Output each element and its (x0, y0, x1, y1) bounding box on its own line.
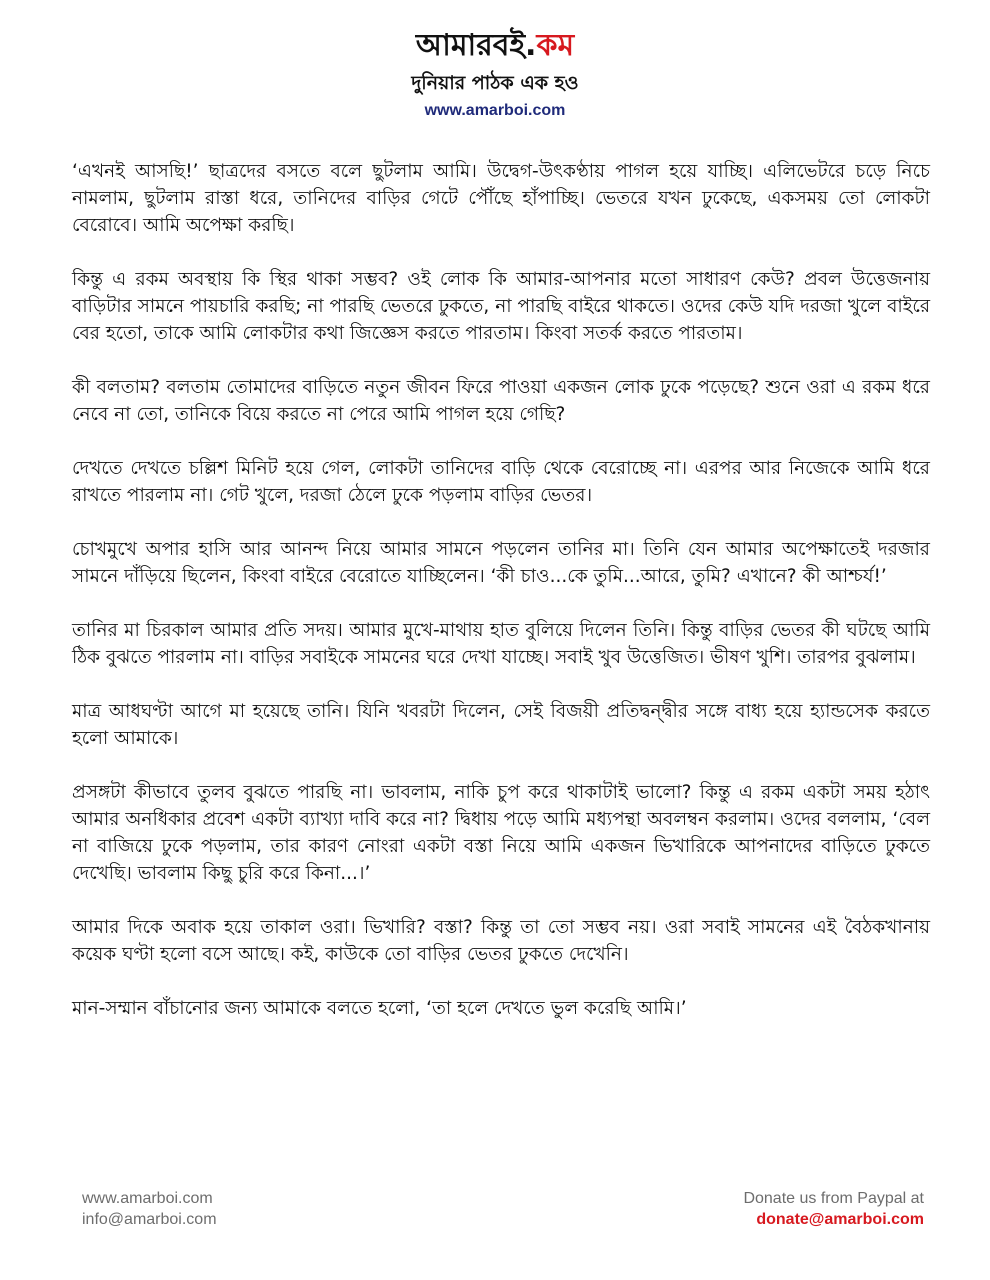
paragraph-9: আমার দিকে অবাক হয়ে তাকাল ওরা। ভিখারি? বস্তা? কিন্তু তা তো সম্ভব নয়। ওরা সবাই সামনের এই বৈঠকখানায় কয়েক ঘণ্টা হলো বসে আছে। কই, কাউকে তো বাড়ির ভেতর ঢুকতে দেখেনি। (72, 917, 930, 965)
paragraph-7: মাত্র আধঘণ্টা আগে মা হয়েছে তানি। যিনি খবরটা দিলেন, সেই বিজয়ী প্রতিদ্বন্দ্বীর সঙ্গে বাধ্য হয়ে হ্যান্ডসেক করতে হলো আমাকে। (72, 701, 930, 749)
paragraph-8: প্রসঙ্গটা কীভাবে তুলব বুঝতে পারছি না। ভাবলাম, নাকি চুপ করে থাকাটাই ভালো? কিন্তু এ রকম একটা সময় হঠাৎ আমার অনধিকার প্রবেশ একটা ব্যাখ্যা দাবি করে না? দ্বিধায় পড়ে আমি মধ্যপন্থা অবলম্বন করলাম। ওদের বললাম, ‘বেল না বাজিয়ে ঢুকে পড়লাম, তার কারণ নোংরা একটা বস্তা নিয়ে আমি একজন ভিখারিকে আপনাদের বাড়িতে ঢুকতে দেখেছি। ভাবলাম কিছু চুরি করে কিনা...।’ (72, 782, 930, 884)
footer-donate (743, 1188, 924, 1230)
footer-info-email-link[interactable]: info@amarboi.com (82, 1211, 217, 1228)
site-title (0, 26, 990, 66)
donate-email-link[interactable]: donate@amarboi.com (756, 1211, 924, 1228)
site-title-tld: কম (536, 28, 575, 63)
page-header (0, 26, 990, 122)
site-url-link[interactable]: www.amarboi.com (424, 102, 566, 119)
footer-contact (82, 1188, 217, 1230)
footer-site-link[interactable]: www.amarboi.com (82, 1190, 213, 1207)
site-title-main: আমারবই (415, 28, 526, 63)
paragraph-5: চোখমুখে অপার হাসি আর আনন্দ নিয়ে আমার সামনে পড়লেন তানির মা। তিনি যেন আমার অপেক্ষাতেই দরজার সামনে দাঁড়িয়ে ছিলেন, কিংবা বাইরে বেরোতে যাচ্ছিলেন। ‘কী চাও...কে তুমি...আরে, তুমি? এখানে? কী আশ্চর্য!’ (72, 539, 930, 587)
site-title-dot: . (525, 28, 537, 63)
paragraph-6: তানির মা চিরকাল আমার প্রতি সদয়। আমার মুখে-মাথায় হাত বুলিয়ে দিলেন তিনি। কিন্তু বাড়ির ভেতর কী ঘটছে আমি ঠিক বুঝতে পারলাম না। বাড়ির সবাইকে সামনের ঘরে দেখা যাচ্ছে। সবাই খুব উত্তেজিত। ভীষণ খুশি। তারপর বুঝলাম। (72, 620, 930, 668)
paragraph-4: দেখতে দেখতে চল্লিশ মিনিট হয়ে গেল, লোকটা তানিদের বাড়ি থেকে বেরোচ্ছে না। এরপর আর নিজেকে আমি ধরে রাখতে পারলাম না। গেট খুলে, দরজা ঠেলে ঢুকে পড়লাম বাড়ির ভেতর। (72, 458, 930, 506)
story-body (72, 158, 930, 1049)
paragraph-1: ‘এখনই আসছি!’ ছাত্রদের বসতে বলে ছুটলাম আমি। উদ্বেগ-উৎকণ্ঠায় পাগল হয়ে যাচ্ছি। এলিভেটরে চড়ে নিচে নামলাম, ছুটলাম রাস্তা ধরে, তানিদের বাড়ির গেটে পৌঁছে হাঁপাচ্ছি। ভেতরে যখন ঢুকেছে, একসময় তো লোকটা বেরোবে। আমি অপেক্ষা করছি। (72, 161, 930, 236)
paragraph-2: কিন্তু এ রকম অবস্থায় কি স্থির থাকা সম্ভব? ওই লোক কি আমার-আপনার মতো সাধারণ কেউ? প্রবল উত্তেজনায় বাড়িটার সামনে পায়চারি করছি; না পারছি ভেতরে ঢুকতে, না পারছি বাইরে থাকতে। ওদের কেউ যদি দরজা খুলে বাইরে বের হতো, তাকে আমি লোকটার কথা জিজ্ঞেস করতে পারতাম। কিংবা সতর্ক করতে পারতাম। (72, 269, 930, 344)
site-tagline: দুনিয়ার পাঠক এক হও (411, 72, 579, 94)
donate-label: Donate us from Paypal at (743, 1190, 924, 1207)
paragraph-3: কী বলতাম? বলতাম তোমাদের বাড়িতে নতুন জীবন ফিরে পাওয়া একজন লোক ঢুকে পড়েছে? শুনে ওরা এ রকম ধরে নেবে না তো, তানিকে বিয়ে করতে না পেরে আমি পাগল হয়ে গেছি? (72, 377, 930, 425)
paragraph-10: মান-সম্মান বাঁচানোর জন্য আমাকে বলতে হলো, ‘তা হলে দেখতে ভুল করেছি আমি।’ (72, 998, 687, 1019)
